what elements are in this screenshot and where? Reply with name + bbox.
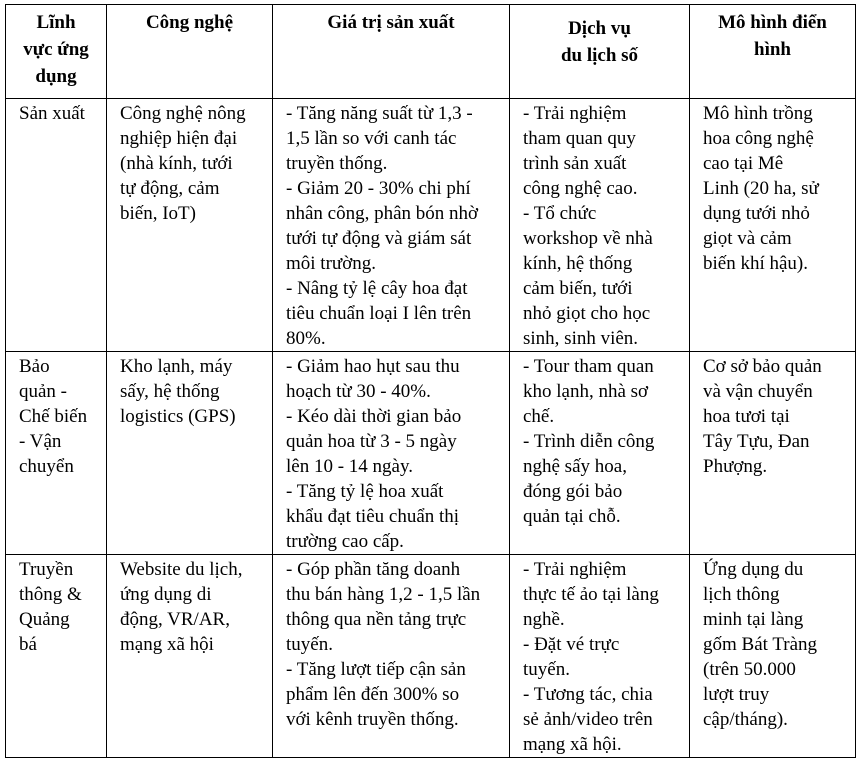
cell-typical-model: [690, 99, 856, 352]
cell-line: - Tương tác, chia: [523, 684, 653, 705]
header-production-value: [273, 5, 510, 99]
cell-line: - Đặt vé trực: [523, 634, 620, 655]
cell-line: dụng: [35, 66, 77, 87]
cell-line: dụng tưới nhỏ: [703, 203, 810, 224]
cell-field: [6, 555, 107, 758]
cell-line: thực tế ảo tại làng: [523, 584, 659, 605]
cell-line: hoa công nghệ: [703, 128, 814, 149]
cell-line: biến, IoT): [120, 203, 196, 224]
cell-production-value: [273, 352, 510, 555]
cell-typical-model: [690, 352, 856, 555]
cell-line: và vận chuyển: [703, 381, 813, 402]
cell-line: - Nâng tỷ lệ cây hoa đạt: [286, 278, 468, 299]
cell-line: du lịch số: [560, 45, 639, 66]
cell-line: 80%.: [286, 328, 326, 349]
cell-technology: [107, 99, 273, 352]
cell-line: - Tăng năng suất từ 1,3 -: [286, 103, 473, 124]
cell-line: - Trải nghiệm: [523, 103, 627, 124]
cell-line: kính, hệ thống: [523, 253, 633, 274]
cell-line: - Tăng tỷ lệ hoa xuất: [286, 481, 444, 502]
table-header-row: [6, 5, 856, 99]
cell-line: khẩu đạt tiêu chuẩn thị: [286, 506, 460, 527]
cell-line: - Giảm hao hụt sau thu: [286, 356, 460, 377]
cell-line: Công nghệ: [145, 12, 234, 33]
cell-line: - Kéo dài thời gian bảo: [286, 406, 462, 427]
cell-line: quản -: [19, 381, 68, 402]
cell-line: Lĩnh: [36, 12, 76, 33]
header-typical-model: [690, 5, 856, 99]
cell-line: Kho lạnh, máy: [120, 356, 233, 377]
cell-line: (trên 50.000: [703, 659, 796, 680]
cell-line: lượt truy: [703, 684, 770, 705]
cell-line: - Trình diễn công: [523, 431, 655, 452]
cell-line: workshop về nhà: [523, 228, 653, 249]
cell-digital-tourism: [510, 555, 690, 758]
cell-line: Tây Tựu, Đan: [703, 431, 810, 452]
cell-line: biến khí hậu).: [703, 253, 809, 274]
cell-line: Dịch vụ: [568, 18, 631, 39]
cell-line: nghệ sấy hoa,: [523, 456, 627, 477]
cell-line: với kênh truyền thống.: [286, 709, 459, 730]
cell-line: (nhà kính, tưới: [120, 153, 233, 174]
cell-field: [6, 352, 107, 555]
cell-production-value: [273, 99, 510, 352]
cell-line: ứng dụng di: [120, 584, 212, 605]
cell-line: Sản xuất: [19, 103, 85, 124]
cell-line: Linh (20 ha, sử: [703, 178, 819, 199]
cell-line: sẻ ảnh/video trên: [523, 709, 653, 730]
cell-line: mạng xã hội.: [523, 734, 622, 755]
cell-line: giọt và cảm: [703, 228, 792, 249]
cell-line: tự động, cảm: [120, 178, 220, 199]
cell-line: Mô hình điển: [718, 12, 827, 33]
cell-line: chế.: [523, 406, 555, 427]
cell-line: lịch thông: [703, 584, 780, 605]
cell-line: Giá trị sản xuất: [327, 12, 455, 33]
cell-line: - Tăng lượt tiếp cận sản: [286, 659, 466, 680]
cell-line: - Tổ chức: [523, 203, 597, 224]
cell-line: hình: [754, 39, 791, 60]
cell-line: tuyến.: [523, 659, 570, 680]
cell-production-value: [273, 555, 510, 758]
cell-digital-tourism: [510, 99, 690, 352]
cell-line: lên 10 - 14 ngày.: [286, 456, 413, 477]
cell-line: phẩm lên đến 300% so: [286, 684, 460, 705]
cell-line: nhỏ giọt cho học: [523, 303, 651, 324]
cell-line: Phượng.: [703, 456, 768, 477]
cell-line: tuyến.: [286, 634, 333, 655]
header-field: [6, 5, 107, 99]
cell-line: tham quan quy: [523, 128, 636, 149]
cell-line: trình sản xuất: [523, 153, 627, 174]
cell-line: hoa tươi tại: [703, 406, 790, 427]
cell-typical-model: [690, 555, 856, 758]
cell-line: Website du lịch,: [120, 559, 243, 580]
cell-line: quản hoa từ 3 - 5 ngày: [286, 431, 457, 452]
cell-line: tiêu chuẩn loại I lên trên: [286, 303, 472, 324]
cell-line: cao tại Mê: [703, 153, 784, 174]
cell-line: kho lạnh, nhà sơ: [523, 381, 649, 402]
cell-line: - Góp phần tăng doanh: [286, 559, 461, 580]
application-table: [5, 4, 856, 758]
cell-line: hoạch từ 30 - 40%.: [286, 381, 431, 402]
cell-line: động, VR/AR,: [120, 609, 230, 630]
header-technology: [107, 5, 273, 99]
cell-line: môi trường.: [286, 253, 377, 274]
cell-line: Chế biến: [19, 406, 88, 427]
cell-line: sấy, hệ thống: [120, 381, 220, 402]
table-row: [6, 555, 856, 758]
cell-line: thông qua nền tảng trực: [286, 609, 467, 630]
cell-line: mạng xã hội: [120, 634, 214, 655]
cell-line: nghiệp hiện đại: [120, 128, 238, 149]
cell-line: 1,5 lần so với canh tác: [286, 128, 457, 149]
cell-line: Mô hình trồng: [703, 103, 813, 124]
cell-technology: [107, 555, 273, 758]
cell-line: cập/tháng).: [703, 709, 788, 730]
cell-line: truyền thống.: [286, 153, 388, 174]
cell-line: gốm Bát Tràng: [703, 634, 818, 655]
cell-line: chuyển: [19, 456, 74, 477]
cell-line: công nghệ cao.: [523, 178, 638, 199]
cell-field: [6, 99, 107, 352]
cell-line: thông &: [19, 584, 82, 605]
cell-line: Bảo: [19, 356, 50, 377]
cell-line: vực ứng: [23, 39, 89, 60]
cell-line: Ứng dụng du: [703, 559, 804, 580]
cell-technology: [107, 352, 273, 555]
cell-line: sinh, sinh viên.: [523, 328, 639, 349]
cell-line: - Trải nghiệm: [523, 559, 627, 580]
cell-digital-tourism: [510, 352, 690, 555]
cell-line: Cơ sở bảo quản: [703, 356, 822, 377]
cell-line: Quảng: [19, 609, 70, 630]
cell-line: tưới tự động và giám sát: [286, 228, 472, 249]
table-row: [6, 352, 856, 555]
cell-line: nhân công, phân bón nhờ: [286, 203, 479, 224]
cell-line: thu bán hàng 1,2 - 1,5 lần: [286, 584, 481, 605]
cell-line: trường cao cấp.: [286, 531, 404, 552]
cell-line: minh tại làng: [703, 609, 804, 630]
cell-line: - Tour tham quan: [523, 356, 654, 377]
table-row: [6, 99, 856, 352]
cell-line: Truyền: [19, 559, 74, 580]
cell-line: đóng gói bảo: [523, 481, 623, 502]
cell-line: nghề.: [523, 609, 565, 630]
cell-line: logistics (GPS): [120, 406, 236, 427]
cell-line: - Giảm 20 - 30% chi phí: [286, 178, 471, 199]
cell-line: bá: [19, 634, 37, 655]
cell-line: cảm biến, tưới: [523, 278, 633, 299]
cell-line: Công nghệ nông: [120, 103, 246, 124]
cell-line: quản tại chỗ.: [523, 506, 621, 527]
cell-line: - Vận: [19, 431, 62, 452]
header-digital-tourism: [510, 5, 690, 99]
